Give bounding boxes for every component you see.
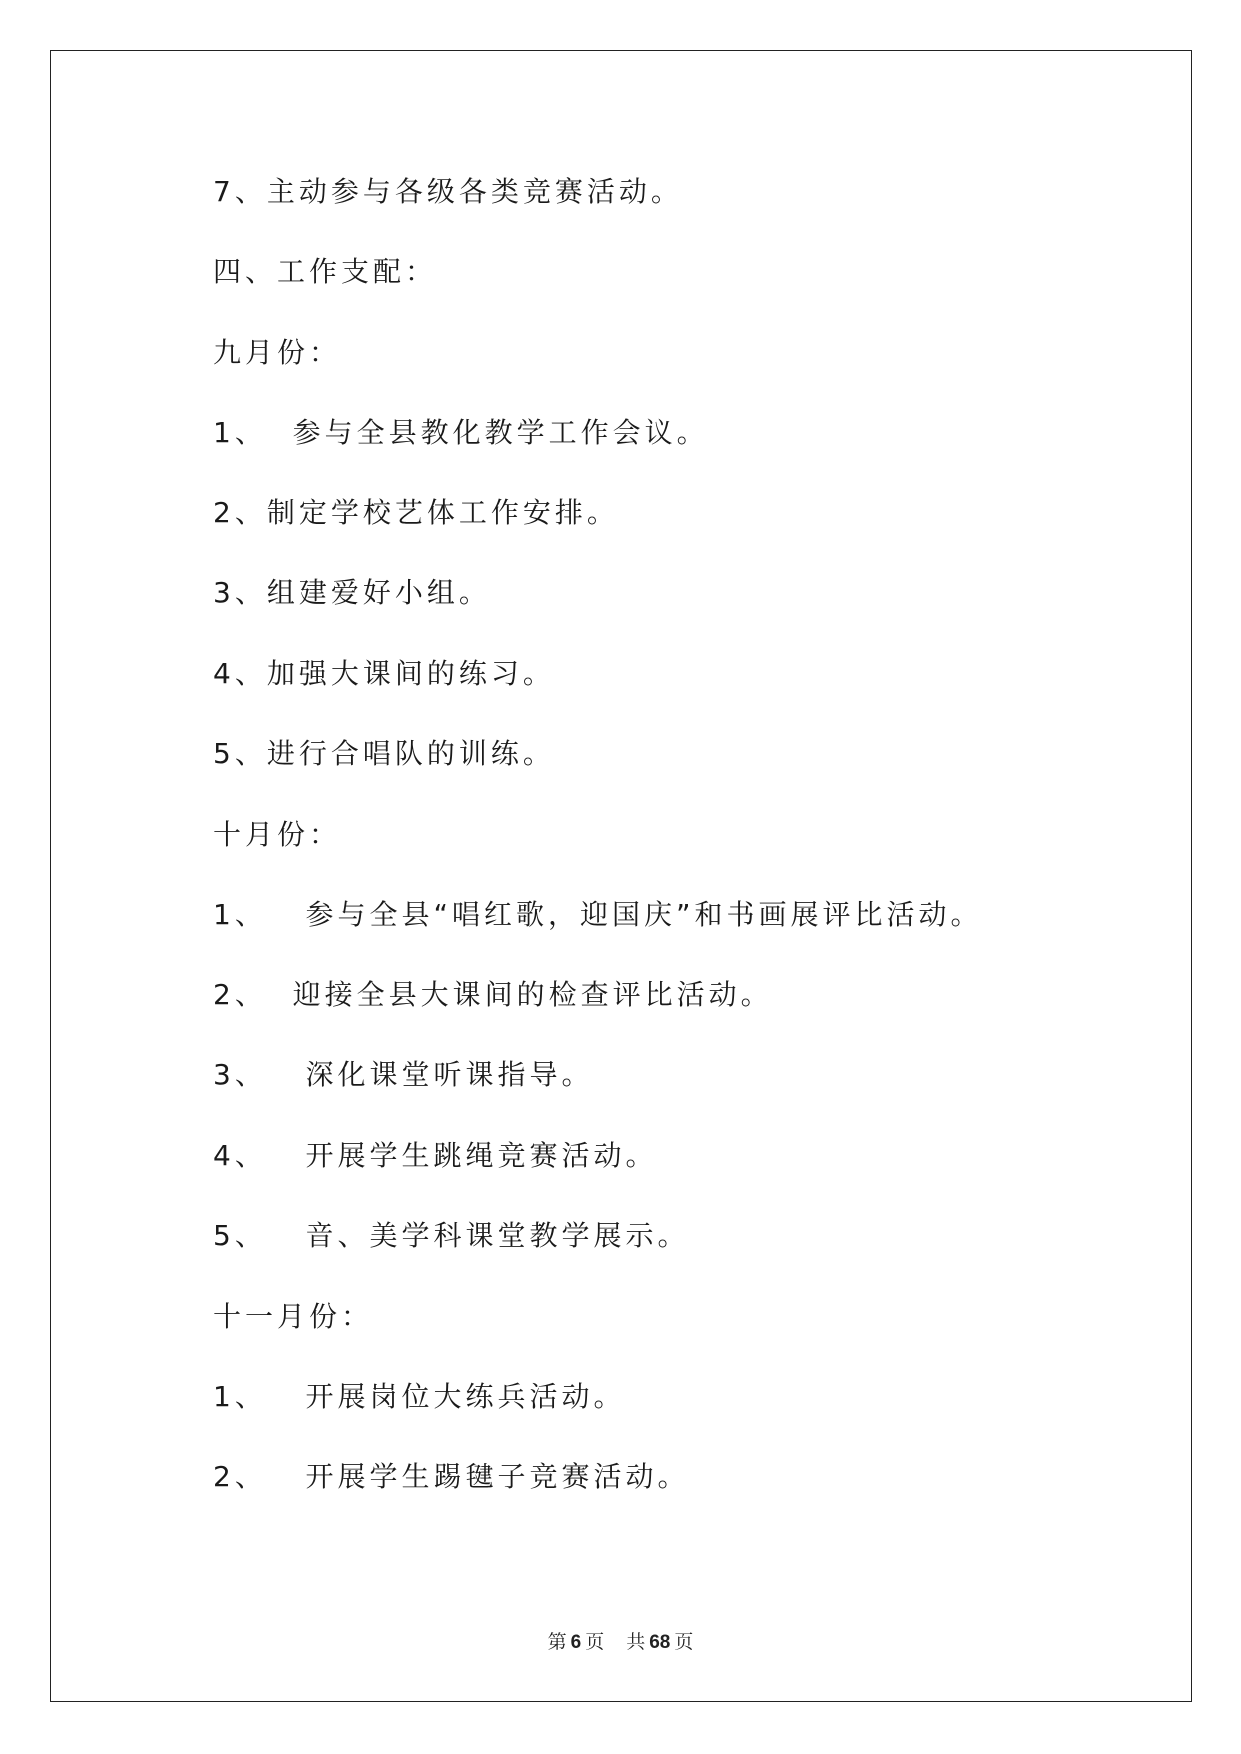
page-border: [50, 50, 1192, 1702]
section-heading: 四、工作支配：: [213, 255, 438, 288]
month-heading: 十月份：: [213, 818, 342, 851]
total-prefix: 共: [626, 1631, 646, 1653]
month-heading: 九月份：: [213, 336, 342, 369]
list-item: 5、进行合唱队的训练。: [213, 737, 555, 770]
list-item: 5、 音、美学科课堂教学展示。: [213, 1219, 690, 1252]
list-item: 1、 参与全县“唱红歌，迎国庆”和书画展评比活动。: [213, 898, 983, 931]
list-item: 1、 参与全县教化教学工作会议。: [213, 416, 709, 449]
page-number: 6: [570, 1632, 582, 1653]
page-prefix: 第: [547, 1631, 567, 1653]
list-item: 2、制定学校艺体工作安排。: [213, 496, 619, 529]
list-item: 4、加强大课间的练习。: [213, 657, 555, 690]
month-heading: 十一月份：: [213, 1300, 374, 1333]
list-item: 2、 开展学生踢毽子竞赛活动。: [213, 1460, 690, 1493]
text-line: 7、主动参与各级各类竞赛活动。: [213, 175, 683, 208]
list-item: 3、 深化课堂听课指导。: [213, 1058, 594, 1091]
page-suffix: 页: [585, 1631, 605, 1653]
list-item: 4、 开展学生跳绳竞赛活动。: [213, 1139, 658, 1172]
list-item: 3、组建爱好小组。: [213, 576, 491, 609]
total-suffix: 页: [674, 1631, 694, 1653]
list-item: 2、 迎接全县大课间的检查评比活动。: [213, 978, 773, 1011]
list-item: 1、 开展岗位大练兵活动。: [213, 1380, 626, 1413]
page-footer: [0, 1630, 1241, 1655]
total-pages: 68: [649, 1632, 671, 1653]
